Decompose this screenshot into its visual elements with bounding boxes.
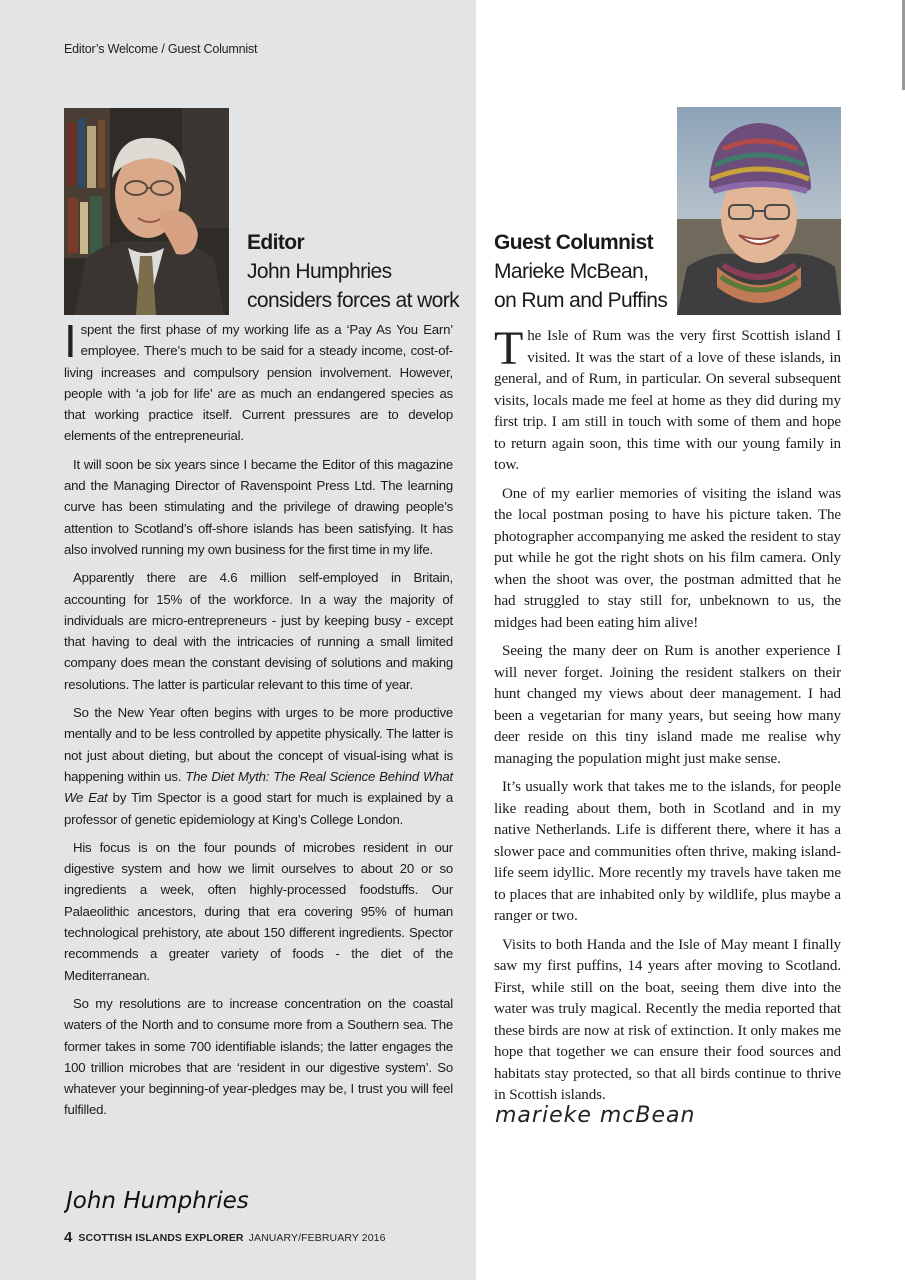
page-footer [64,1229,386,1246]
guest-signature [493,1096,733,1132]
editor-paragraph: Apparently there are 4.6 million self-employed in Britain, accounting for 15% of the workforce. In a way the majority of individuals are micro-entrepreneurs - just by keeping busy - except that having to deal with the intricacies of running a small limited company does mean the constant devising of solutions and making resolutions. The latter is particular relevant to this time of year. [64,570,453,692]
editor-dropcap: I [64,315,77,367]
editor-column [64,315,454,1128]
page-number: 4 [64,1229,73,1246]
editor-paragraph: So the New Year often begins with urges to be more productive mentally and to be less controlled by appetite physically. The latter is not just about dieting, but about the concept of visual-ising what is happening within us. The Diet Myth: The Real Science Behind What We Eat by Tim Spector is a good start for much is explained by a professor of genetic epidemiology at King’s College London. [64,705,454,827]
editor-headline [247,228,459,315]
editor-role: Editor [247,231,305,254]
editor-signature-text: John Humphries [66,1188,249,1214]
editor-signature [64,1180,254,1220]
guest-paragraph: The Isle of Rum was the very first Scottish island I visited. It was the start of a love of these islands, in general, and of Rum, in particular. On several subsequent visits, locals made me feel at home as they did during my first trip. I am still in touch with some of them and hope to return again soon, this time with our young family in tow. [494,322,841,473]
section-label: Editor’s Welcome / Guest Columnist [64,42,258,56]
magazine-name: SCOTTISH ISLANDS EXPLORER [78,1232,244,1244]
guest-paragraph: It’s usually work that takes me to the islands, for people like reading about them, both in Scotland and in my native Netherlands. Life is different there, where it has a slower pace and communities often thrive, making island-life seem idyllic. More recently my travels have taken me to places that are inhabited only by wildlife, plus maybe a ranger or two. [494,779,841,924]
guest-headline [494,228,667,315]
editor-headline-line1: John Humphries [247,260,392,283]
guest-role: Guest Columnist [494,231,654,254]
editor-headline-line2: considers forces at work [247,289,460,312]
editor-photo [64,108,229,315]
editor-paragraph: His focus is on the four pounds of microbes resident in our digestive system and how we limit ourselves to about 20 or so ingredients a week, often highly-processed foodstuffs. Our Palaeolithic ancestors, during that era covering 95% of human technological prehistory, ate about 150 different ingredients. Spector recommends a greater variety of foods - the diet of the Mediterranean. [64,839,453,983]
editor-paragraph: Ispent the first phase of my working life as a ‘Pay As You Earn’ employee. There’s much to be said for a steady income, cost-of-living increases and compulsory pension involvement. However, people with ‘a job for life’ are as much an endangered species as that working practice itself. Current pressures are to develop elements of the entrepreneurial. [64,315,453,444]
issue-date: JANUARY/FEBRUARY 2016 [248,1232,386,1244]
guest-paragraph: Seeing the many deer on Rum is another experience I will never forget. Joining the resident stalkers on their hunt changed my views about deer management. I had been a vegetarian for many years, but seeing how many deer reside on this tiny island made me realise why managing the population might just make sense. [494,643,841,767]
guest-dropcap: T [494,322,524,375]
editor-paragraph: So my resolutions are to increase concentration on the coastal waters of the North and to consume more from a Southern sea. The former takes in some 700 identifiable islands; the latter engages the 100 trillion microbes that are ‘resident in our digestive system’. So whatever your beginning-of year-pledges may be, I trust you will feel fulfilled. [64,995,453,1118]
guest-paragraph: One of my earlier memories of visiting the island was the local postman posing to have his picture taken. The photographer accompanying me asked the resident to stay put while he got the right shots on his film camera. Only when the shoot was over, the postman admitted that he had struggled to stay still for, unbeknown to us, the midges had been eating him alive! [494,485,841,631]
guest-headline-line1: Marieke McBean, [494,260,649,283]
portrait-woman-knit-hat-icon [677,107,841,315]
guest-paragraph: Visits to both Handa and the Isle of May meant I finally saw my first puffins, 14 years after moving to Scotland. First, while still on the boat, seeing them dive into the water was truly magical. Recently the media reported that these birds are now at risk of extinction. It only makes me hope that together we can ensure their food sources and habitats stay protected, so that all birds continue to thrive in Scottish islands. [494,936,841,1103]
book-title: The Diet Myth: The Real Science Behind What We Eat [64,768,453,806]
guest-column [494,322,841,1114]
guest-photo [677,107,841,315]
guest-signature-text: marieke mcBean [495,1103,696,1128]
portrait-older-man-icon [64,108,229,315]
guest-headline-line2: on Rum and Puffins [494,289,668,312]
editor-paragraph: It will soon be six years since I became the Editor of this magazine and the Managing Director of Ravenspoint Press Ltd. The learning curve has been stimulating and the privilege of drawing people’s attention to Scotland’s off-shore islands has been satisfying. It has also involved running my own business for the first time in my life. [64,456,453,557]
